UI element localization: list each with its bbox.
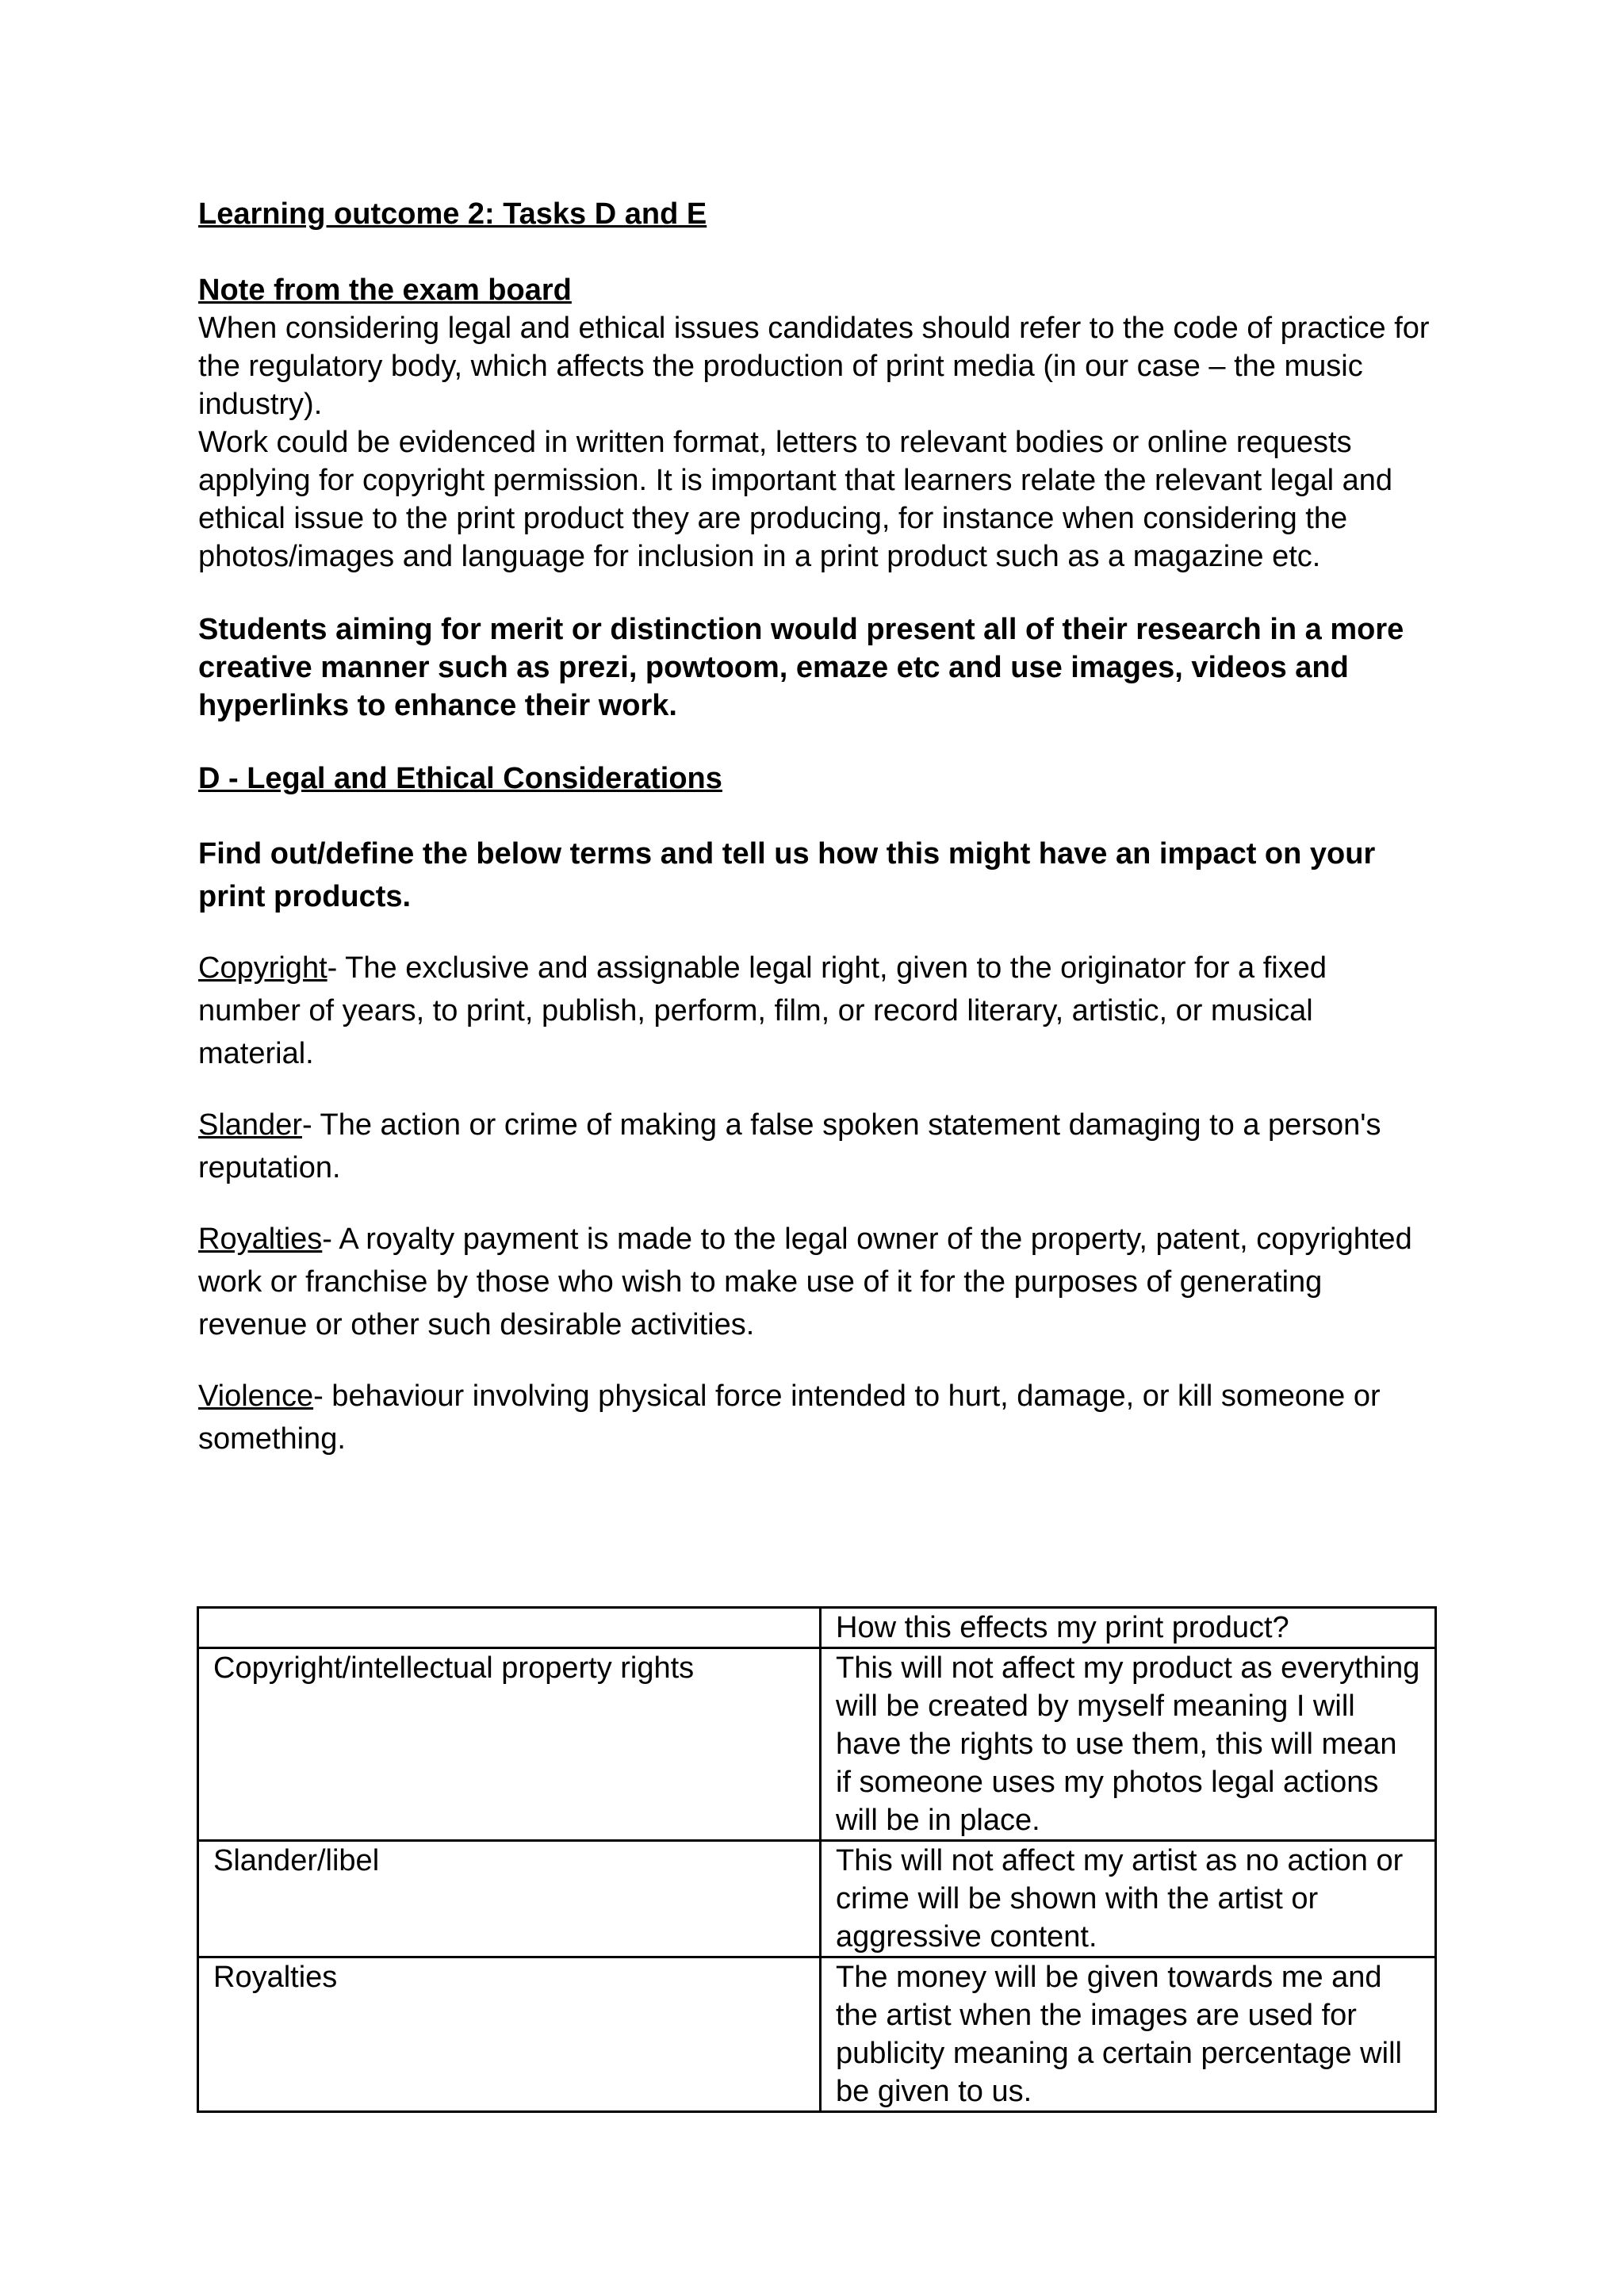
note-paragraph-1: When considering legal and ethical issues candidates should refer to the code of practice for the regulatory body, which affects the production of print media (in our case – the music industry). <box>198 312 1430 421</box>
term-label: Royalties <box>198 1223 323 1256</box>
table-header-cell: How this effects my print product? <box>821 1608 1436 1648</box>
table-header-row <box>198 1608 1436 1648</box>
term-definition: - The exclusive and assignable legal right, given to the originator for a fixed number of years, to print, publish, perform, film, or record literary, artistic, or musical material. <box>198 951 1327 1070</box>
term-copyright <box>198 947 1435 1075</box>
section-d-instruction: Find out/define the below terms and tell us how this might have an impact on your print products. <box>198 837 1376 913</box>
term-label: Copyright <box>198 951 327 985</box>
table-cell-effect: This will not affect my product as everything will be created by myself meaning I will have the rights to use them, this will mean if someone uses my photos legal actions will be in place. <box>821 1648 1436 1841</box>
table-cell-effect: The money will be given towards me and the artist when the images are used for publicity meaning a certain percentage will be given to us. <box>821 1957 1436 2112</box>
merit-note: Students aiming for merit or distinction would present all of their research in a more creative manner such as prezi, powtoom, emaze etc and use images, videos and hyperlinks to enhance their work. <box>198 613 1404 722</box>
term-definition: - behaviour involving physical force intended to hurt, damage, or kill someone or something. <box>198 1380 1381 1456</box>
term-royalties <box>198 1218 1435 1346</box>
table-header-cell <box>198 1608 821 1648</box>
effects-table <box>197 1606 1437 2113</box>
table-cell-topic: Copyright/intellectual property rights <box>198 1648 821 1841</box>
term-label: Violence <box>198 1380 314 1413</box>
term-definition: - The action or crime of making a false spoken statement damaging to a person's reputation. <box>198 1108 1381 1184</box>
note-paragraph-2: Work could be evidenced in written format, letters to relevant bodies or online requests applying for copyright permission. It is important that learners relate the relevant legal and ethical issue to the print product they are producing, for instance when considering the photos/images and language for inclusion in a print product such as a magazine etc. <box>198 426 1393 573</box>
document-page <box>198 195 1435 1460</box>
note-heading: Note from the exam board <box>198 274 572 307</box>
table-cell-topic: Slander/libel <box>198 1841 821 1957</box>
table-cell-topic: Royalties <box>198 1957 821 2112</box>
term-slander <box>198 1104 1435 1189</box>
term-definition: - A royalty payment is made to the legal owner of the property, patent, copyrighted work or franchise by those who wish to make use of it for the purposes of generating revenue or other such desirable activities. <box>198 1223 1412 1341</box>
term-label: Slander <box>198 1108 302 1142</box>
table-cell-effect: This will not affect my artist as no action or crime will be shown with the artist or aggressive content. <box>821 1841 1436 1957</box>
table-row <box>198 1957 1436 2112</box>
table-row <box>198 1841 1436 1957</box>
table-row <box>198 1648 1436 1841</box>
section-d-heading: D - Legal and Ethical Considerations <box>198 762 722 795</box>
term-violence <box>198 1375 1435 1460</box>
page-title: Learning outcome 2: Tasks D and E <box>198 197 707 231</box>
effects-table-container <box>197 1606 1437 2113</box>
